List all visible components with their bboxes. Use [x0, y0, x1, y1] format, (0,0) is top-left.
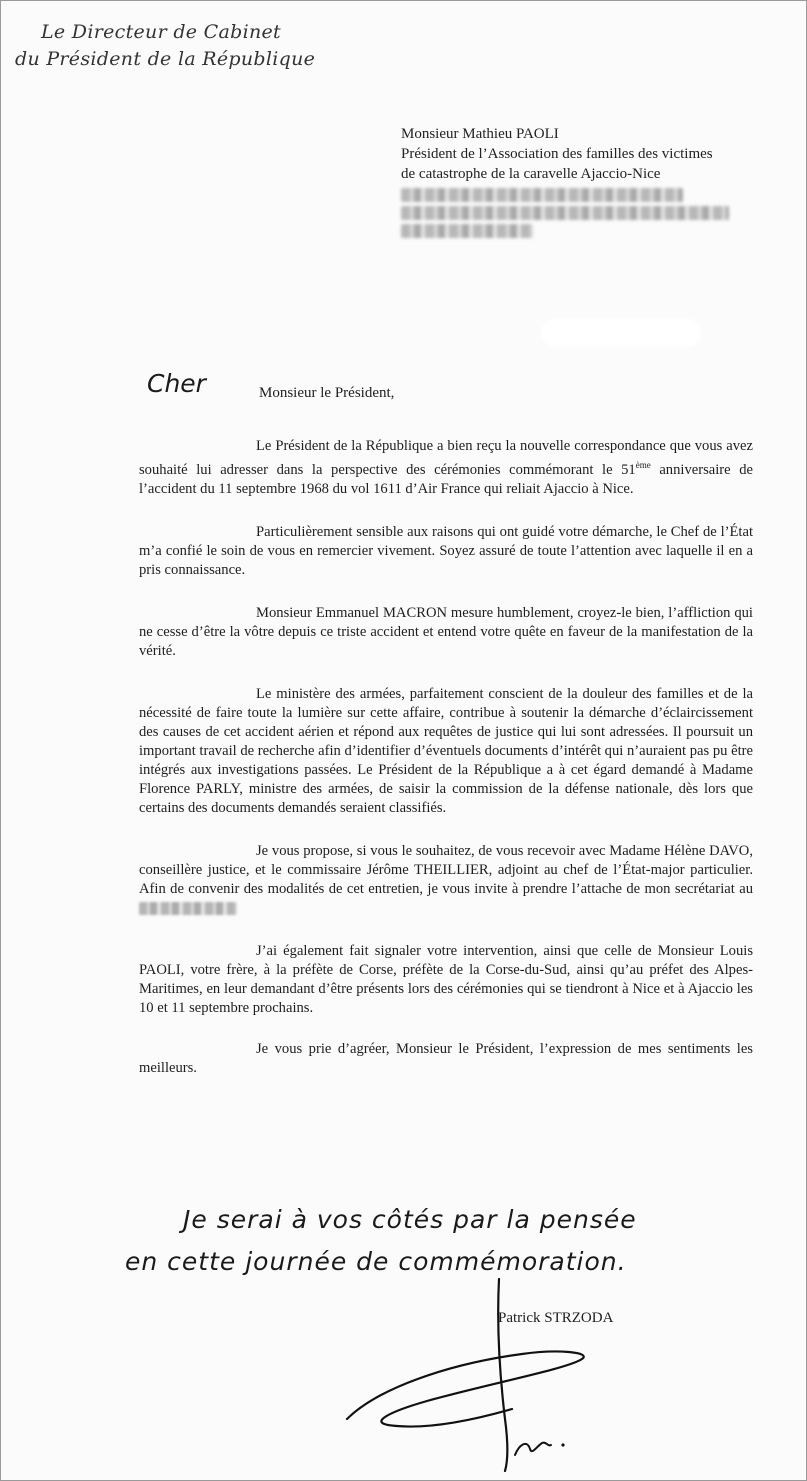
signatory-name: Patrick STRZODA — [498, 1310, 614, 1326]
paragraph-3: Monsieur Emmanuel MACRON mesure humblement, croyez-le bien, l’affliction qui ne cesse d’être la vôtre depuis ce triste accident et entend votre quête en faveur de la manifestation de la vérité. — [139, 604, 753, 659]
letterhead-line-2: du Président de la République — [15, 48, 316, 70]
redacted-address-line-3 — [401, 224, 533, 238]
handwritten-note-line-1: Je serai à vos côtés par la pensée — [183, 1205, 637, 1234]
recipient-address — [401, 124, 729, 240]
paragraph-1-superscript: ème — [635, 460, 651, 470]
recipient-title-line-1: Président de l’Association des familles des victimes — [401, 146, 713, 162]
paragraph-2: Particulièrement sensible aux raisons qui ont guidé votre démarche, le Chef de l’État m’a confié le soin de vous en remercier vivement. Soyez assuré de toute l’attention avec laquelle il en a pris connaissance. — [139, 523, 753, 578]
salutation: Monsieur le Président, — [259, 385, 395, 401]
handwritten-greeting: Cher — [147, 369, 206, 398]
recipient-title-line-2: de catastrophe de la caravelle Ajaccio-Nice — [401, 166, 661, 182]
redacted-phone-number — [139, 902, 237, 915]
signature-scribble — [337, 1259, 597, 1479]
paragraph-7: Je vous prie d’agréer, Monsieur le Président, l’expression de mes sentiments les meilleurs. — [139, 1040, 753, 1076]
paragraph-6: J’ai également fait signaler votre intervention, ainsi que celle de Monsieur Louis PAOLI, votre frère, à la préfète de Corse, préfète de la Corse-du-Sud, ainsi qu’au préfet des Alpes-Maritimes, en leur demandant d’être présents lors des cérémonies qui se tiendront à Nice et à Ajaccio les 10 et 11 septembre prochains. — [139, 942, 753, 1016]
paragraph-4: Le ministère des armées, parfaitement conscient de la douleur des familles et de la nécessité de faire toute la lumière sur cette affaire, contribue à soutenir la démarche d’éclaircissement des causes de cet accident aérien et répond aux requêtes de justice qui lui sont adressées. Il poursuit un important travail de recherche afin d’identifier d’éventuels documents d’intérêt qui n’auraient pas pu être intégrés aux investigations passées. Le Président de la République a à cet égard demandé à Madame Florence PARLY, ministre des armées, de saisir la commission de la défense nationale, dès lors que certains des documents demandés seraient classifiés. — [139, 685, 753, 816]
redacted-address-line-1 — [401, 188, 683, 202]
redacted-address-line-2 — [401, 206, 729, 220]
handwritten-note-line-2: en cette journée de commémoration. — [125, 1247, 627, 1276]
paragraph-1-text-a: Le Président de la République a bien reçu la nouvelle correspondance que vous avez souhaité lui adresser dans la perspective des cérémonies commémorant le 51 — [139, 438, 753, 478]
paragraph-1 — [139, 437, 753, 499]
paragraph-1-text-b: anniversaire de l’accident du 11 septembre 1968 du vol 1611 d’Air France qui reliait Ajaccio à Nice. — [139, 461, 753, 497]
recipient-name: Monsieur Mathieu PAOLI — [401, 126, 559, 142]
paragraph-5 — [139, 842, 753, 918]
redaction-whiteout — [541, 319, 701, 347]
letter-body — [139, 437, 753, 1098]
letterhead — [15, 19, 315, 73]
paragraph-5-text: Je vous propose, si vous le souhaitez, de vous recevoir avec Madame Hélène DAVO, conseillère justice, et le commissaire Jérôme THEILLIER, adjoint au chef de l’État-major particulier. Afin de convenir des modalités de cet entretien, je vous invite à prendre l’attache de mon secrétariat au — [139, 842, 753, 897]
letterhead-line-1: Le Directeur de Cabinet — [41, 21, 281, 43]
